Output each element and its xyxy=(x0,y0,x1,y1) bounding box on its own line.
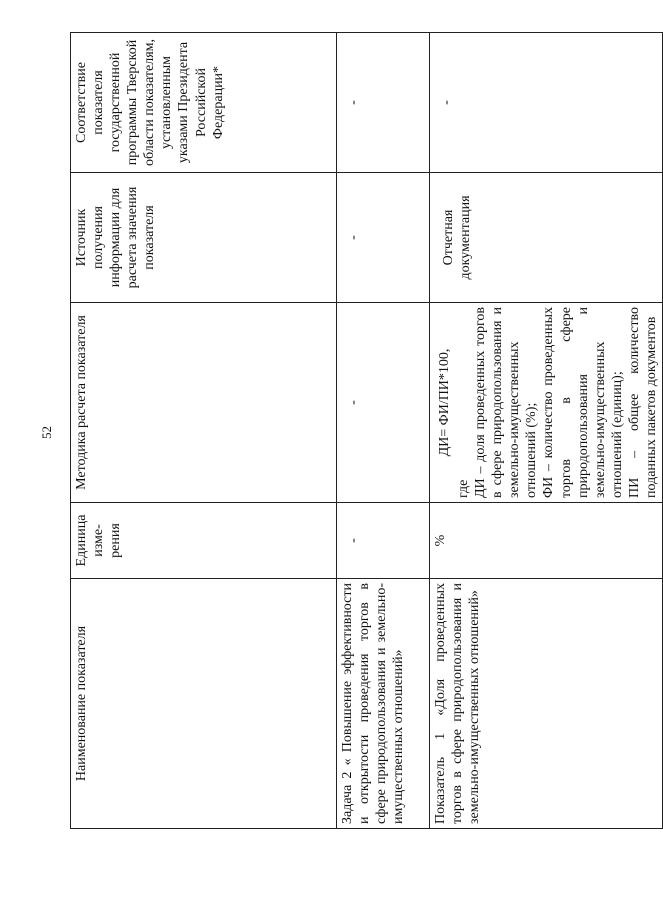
indicator-name-cell: Показатель 1 «Доля проведенных торгов в сфере природопользования и земельно-имущественных отношений» xyxy=(430,579,663,829)
task-method-dash: - xyxy=(346,400,361,405)
table-row-indicator xyxy=(430,33,663,829)
definition-fi: ФИ – количество проведенных торгов в сфере природопользования и земельно-имущественных отношений (единиц); xyxy=(541,307,625,498)
indicator-method-cell xyxy=(430,303,663,503)
table-header-row xyxy=(71,33,337,829)
task-compliance-cell xyxy=(337,33,430,173)
header-unit: Единица изме-рения xyxy=(71,503,337,579)
table-row-task xyxy=(337,33,430,829)
indicator-unit-cell: % xyxy=(430,503,663,579)
indicator-formula: ДИ= ФИ/ПИ*100, xyxy=(437,348,452,457)
indicators-table xyxy=(70,32,663,829)
definition-di: ДИ – доля проведенных торгов в сфере природопользования и земельно-имущественных отношений (%); xyxy=(473,307,540,498)
header-compliance: Соответствие показателя государственной программы Тверской области показателям, установленным указами Президента Российской Федерации* xyxy=(71,33,337,173)
definition-pi: ПИ – общее количество поданных пакетов документов xyxy=(626,307,659,498)
rotated-table-container xyxy=(70,33,659,829)
task-compliance-dash: - xyxy=(346,100,361,105)
indicator-source-text: Отчетная документация xyxy=(441,195,474,280)
formula-prefix: где xyxy=(456,479,472,498)
indicator-compliance-cell xyxy=(430,33,663,173)
task-method-cell xyxy=(337,303,430,503)
task-unit-cell xyxy=(337,503,430,579)
task-source-dash: - xyxy=(346,235,361,240)
indicator-source-cell xyxy=(430,173,663,303)
task-unit-dash: - xyxy=(346,538,361,543)
header-data-source: Источник получения информации для расчета значения показателя xyxy=(71,173,337,303)
header-indicator-name: Наименование показателя xyxy=(71,579,337,829)
task-source-cell xyxy=(337,173,430,303)
page-number: 52 xyxy=(39,426,54,439)
header-calculation-method: Методика расчета показателя xyxy=(71,303,337,503)
indicator-compliance-dash: - xyxy=(439,100,454,105)
task-name-cell: Задача 2 « Повышение эффективности и открытости проведения торгов в сфере природопользования и земельно-имущественных отношений» xyxy=(337,579,430,829)
